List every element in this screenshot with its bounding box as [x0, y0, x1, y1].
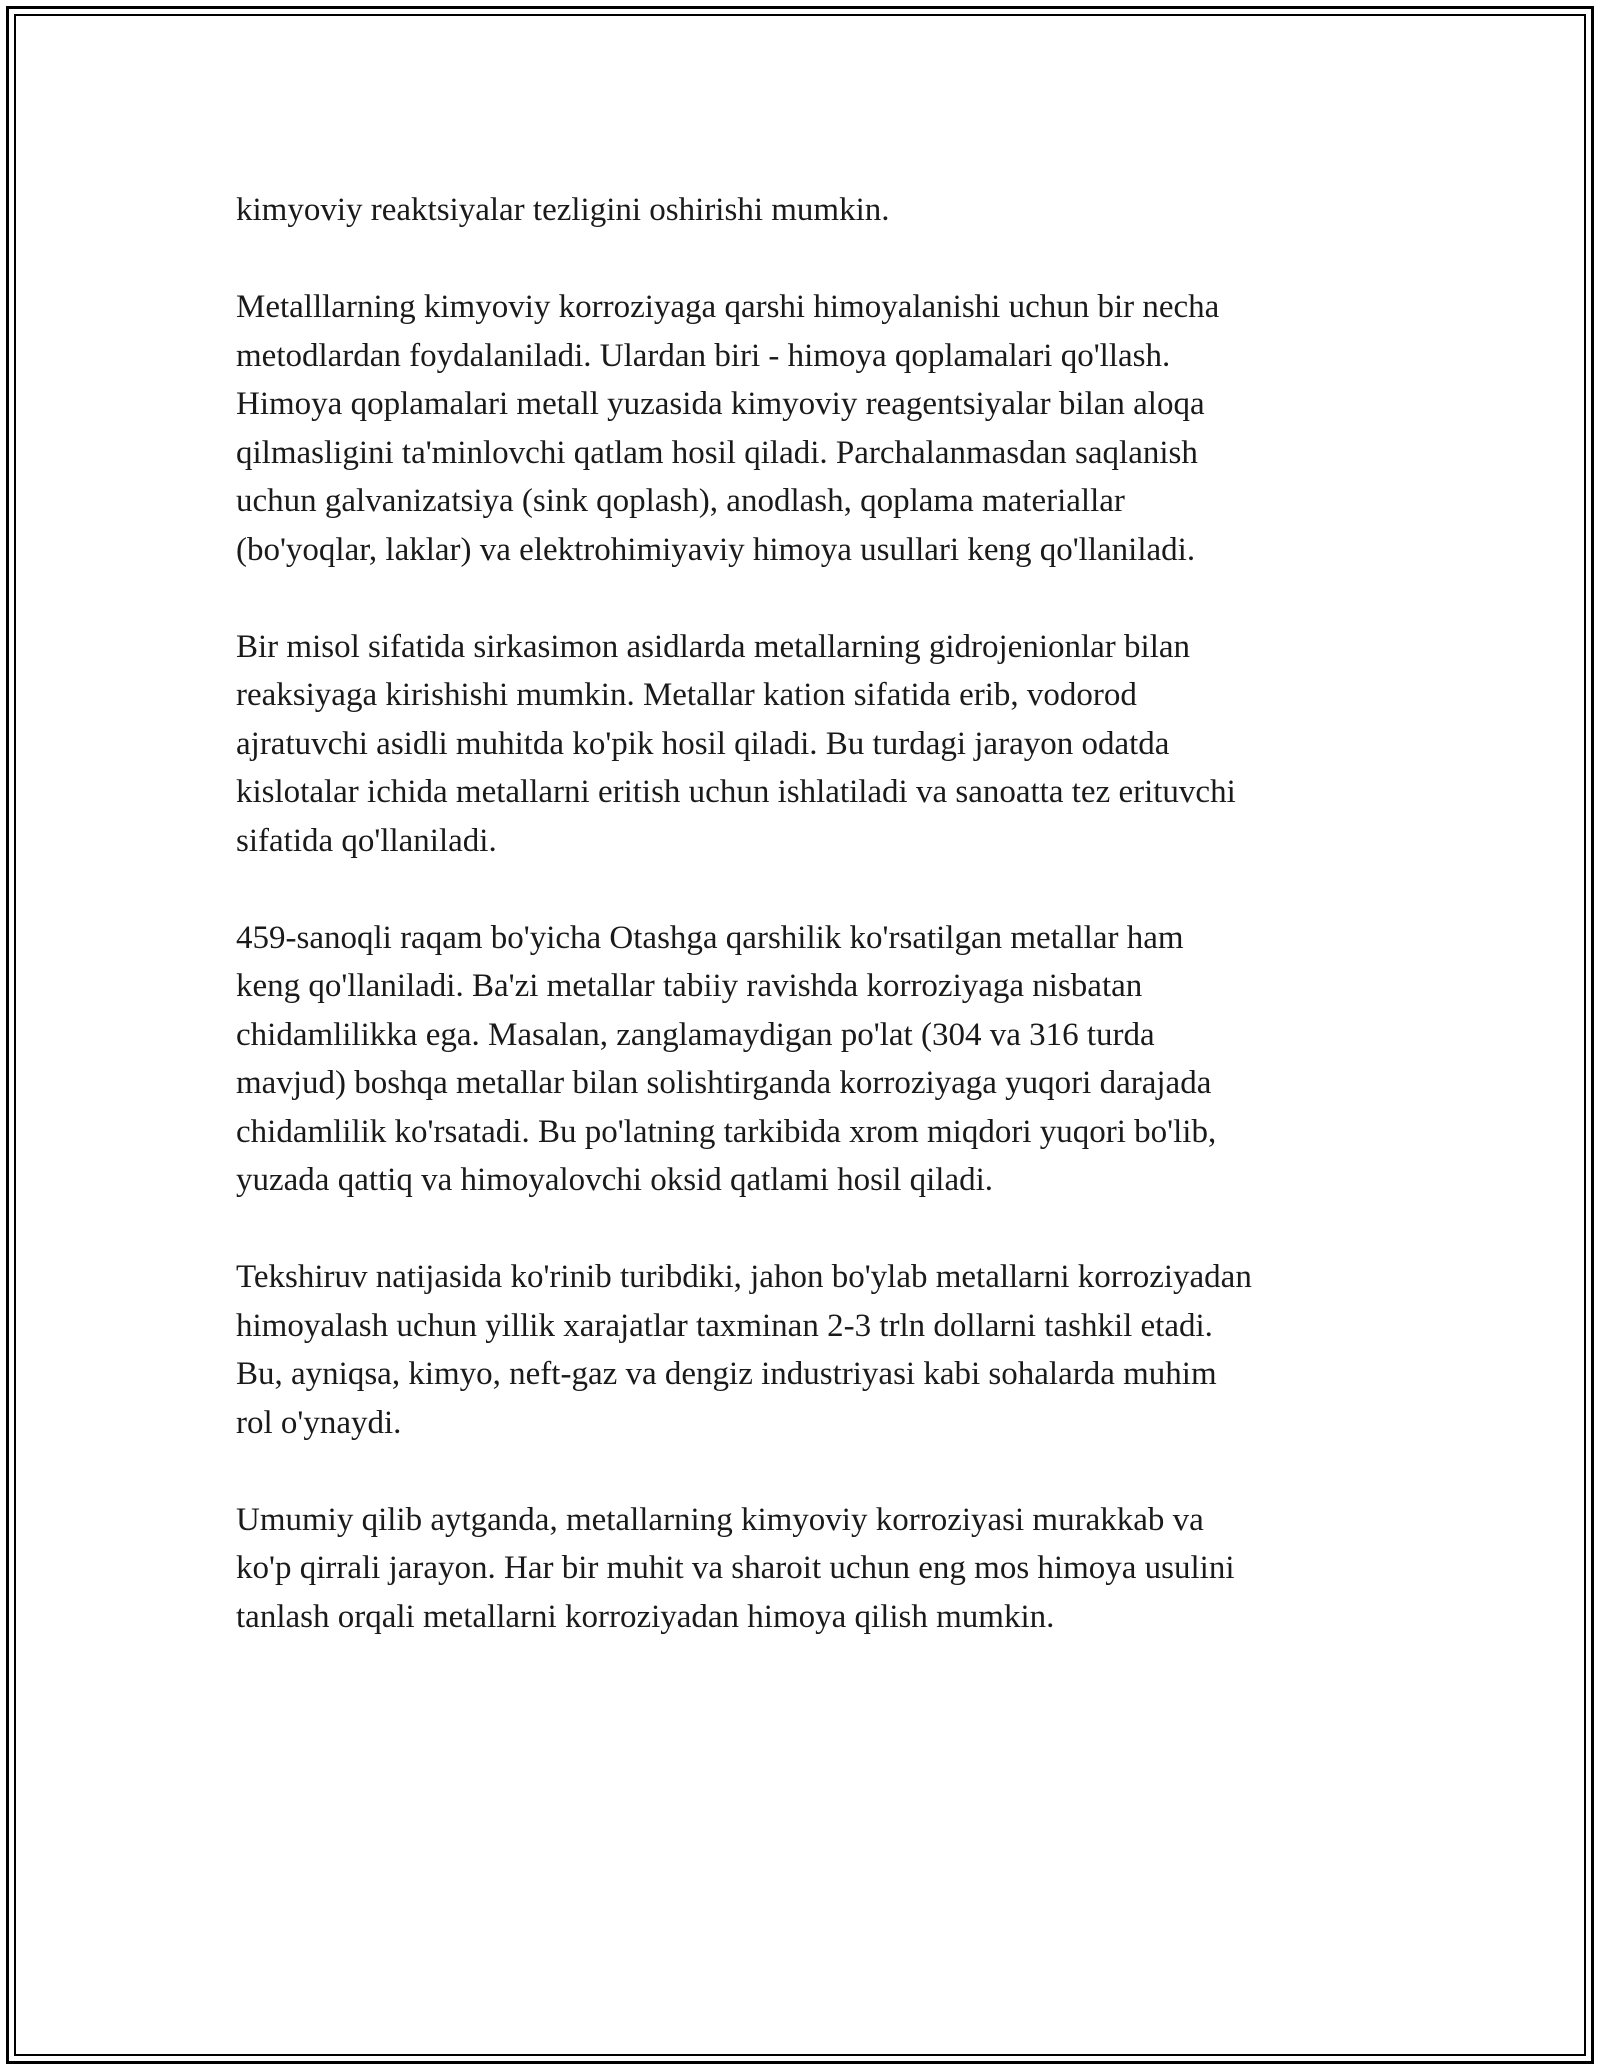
- text-line: Bu, ayniqsa, kimyo, neft-gaz va dengiz industriyasi kabi sohalarda muhim: [236, 1356, 1217, 1392]
- paragraph-1: [236, 186, 1386, 235]
- text-line: qilmasligini ta'minlovchi qatlam hosil qiladi. Parchalanmasdan saqlanish: [236, 434, 1198, 471]
- text-line: 459-sanoqli raqam bo'yicha Otashga qarshilik ko'rsatilgan metallar ham: [236, 919, 1184, 956]
- text-line: kimyoviy reaktsiyalar tezligini oshirishi mumkin.: [236, 192, 890, 228]
- document-body: [236, 186, 1386, 1690]
- text-line: keng qo'llaniladi. Ba'zi metallar tabiiy ravishda korroziyaga nisbatan: [236, 968, 1143, 1004]
- text-line: himoyalash uchun yillik xarajatlar taxminan 2-3 trln dollarni tashkil etadi.: [236, 1307, 1213, 1344]
- text-line: Umumiy qilib aytganda, metallarning kimyoviy korroziyasi murakkab va: [236, 1501, 1204, 1538]
- text-line: chidamlilik ko'rsatadi. Bu po'latning tarkibida xrom miqdori yuqori bo'lib,: [236, 1113, 1217, 1150]
- text-line: chidamlilikka ega. Masalan, zanglamaydigan po'lat (304 va 316 turda: [236, 1016, 1155, 1053]
- text-line: ajratuvchi asidli muhitda ko'pik hosil qiladi. Bu turdagi jarayon odatda: [236, 725, 1170, 762]
- paragraph-2: [236, 283, 1386, 574]
- text-line: Himoya qoplamalari metall yuzasida kimyoviy reagentsiyalar bilan aloqa: [236, 386, 1205, 422]
- text-line: kislotalar ichida metallarni eritish uchun ishlatiladi va sanoatta tez erituvchi: [236, 774, 1236, 810]
- text-line: uchun galvanizatsiya (sink qoplash), anodlash, qoplama materiallar: [236, 483, 1125, 519]
- text-line: ko'p qirrali jarayon. Har bir muhit va sharoit uchun eng mos himoya usulini: [236, 1550, 1235, 1586]
- text-line: yuzada qattiq va himoyalovchi oksid qatlami hosil qiladi.: [236, 1162, 994, 1198]
- text-line: Metalllarning kimyoviy korroziyaga qarshi himoyalanishi uchun bir necha: [236, 289, 1220, 325]
- text-line: tanlash orqali metallarni korroziyadan himoya qilish mumkin.: [236, 1598, 1055, 1635]
- text-line: (bo'yoqlar, laklar) va elektrohimiyaviy himoya usullari keng qo'llaniladi.: [236, 531, 1196, 568]
- text-line: Bir misol sifatida sirkasimon asidlarda metallarning gidrojenionlar bilan: [236, 628, 1191, 665]
- paragraph-5: [236, 1253, 1386, 1447]
- paragraph-4: [236, 914, 1386, 1205]
- paragraph-6: [236, 1496, 1386, 1642]
- text-line: sifatida qo'llaniladi.: [236, 822, 497, 859]
- paragraph-3: [236, 623, 1386, 866]
- text-line: rol o'ynaydi.: [236, 1404, 402, 1441]
- text-line: Tekshiruv natijasida ko'rinib turibdiki, jahon bo'ylab metallarni korroziyadan: [236, 1259, 1252, 1295]
- text-line: reaksiyaga kirishishi mumkin. Metallar kation sifatida erib, vodorod: [236, 677, 1137, 713]
- text-line: metodlardan foydalaniladi. Ulardan biri - himoya qoplamalari qo'llash.: [236, 337, 1171, 374]
- text-line: mavjud) boshqa metallar bilan solishtirganda korroziyaga yuqori darajada: [236, 1065, 1212, 1101]
